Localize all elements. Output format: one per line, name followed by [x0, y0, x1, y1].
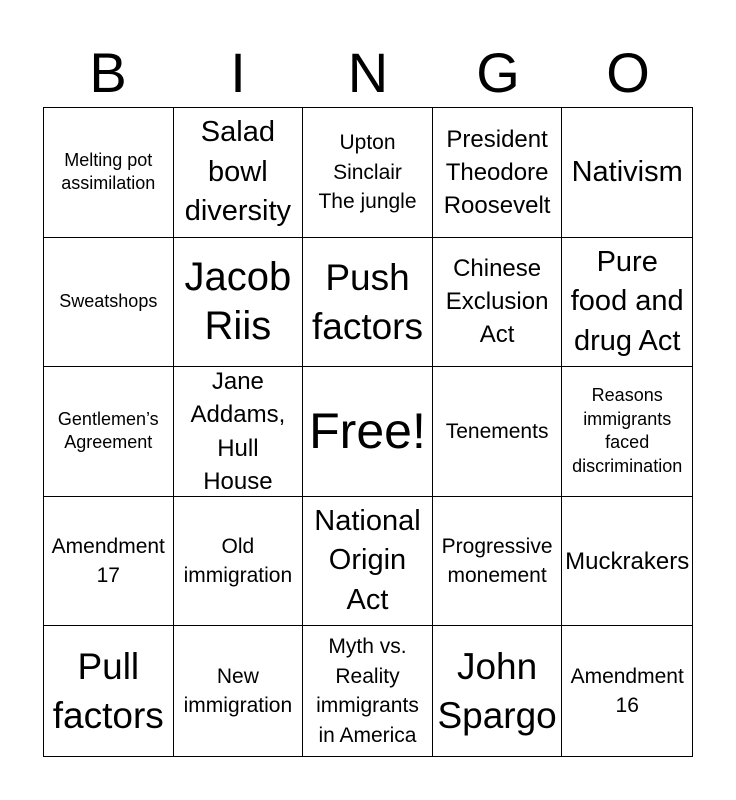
bingo-cell-upton-sinclair[interactable]: Upton Sinclair The jungle — [303, 108, 433, 238]
bingo-cell-nativism[interactable]: Nativism — [562, 108, 692, 238]
bingo-cell-new-immigration[interactable]: New immigration — [174, 626, 304, 756]
bingo-cell-pure-food-drug-act[interactable]: Pure food and drug Act — [562, 238, 692, 368]
bingo-cell-chinese-exclusion-act[interactable]: Chinese Exclusion Act — [433, 238, 563, 368]
bingo-cell-myth-vs-reality[interactable]: Myth vs. Reality immigrants in America — [303, 626, 433, 756]
header-letter-n: N — [347, 41, 389, 104]
header-letter-g: G — [476, 41, 520, 104]
bingo-cell-jane-addams[interactable]: Jane Addams, Hull House — [174, 367, 304, 497]
bingo-cell-john-spargo[interactable]: John Spargo — [433, 626, 563, 756]
bingo-cell-free[interactable]: Free! — [303, 367, 433, 497]
bingo-cell-pull-factors[interactable]: Pull factors — [44, 626, 174, 756]
bingo-board — [43, 107, 693, 757]
bingo-cell-push-factors[interactable]: Push factors — [303, 238, 433, 368]
bingo-cell-theodore-roosevelt[interactable]: President Theodore Roosevelt — [433, 108, 563, 238]
bingo-cell-tenements[interactable]: Tenements — [433, 367, 563, 497]
header-letter-o: O — [606, 41, 650, 104]
bingo-cell-gentlemens-agreement[interactable]: Gentlemen’s Agreement — [44, 367, 174, 497]
bingo-cell-muckrakers[interactable]: Muckrakers — [562, 497, 692, 627]
bingo-cell-national-origin-act[interactable]: National Origin Act — [303, 497, 433, 627]
header-letter-b: B — [89, 41, 127, 104]
bingo-cell-sweatshops[interactable]: Sweatshops — [44, 238, 174, 368]
bingo-cell-old-immigration[interactable]: Old immigration — [174, 497, 304, 627]
bingo-cell-salad-bowl[interactable]: Salad bowl diversity — [174, 108, 304, 238]
bingo-cell-reasons-discrimination[interactable]: Reasons immigrants faced discrimination — [562, 367, 692, 497]
header-letter-i: I — [230, 41, 246, 104]
bingo-header — [43, 38, 693, 108]
bingo-cell-melting-pot[interactable]: Melting pot assimilation — [44, 108, 174, 238]
bingo-cell-amendment-16[interactable]: Amendment 16 — [570, 664, 684, 718]
bingo-cell-progressive-movement[interactable]: Progressive monement — [433, 497, 563, 627]
bingo-cell-jacob-riis[interactable]: Jacob Riis — [174, 238, 304, 368]
bingo-cell-amendment-17[interactable]: Amendment 17 — [44, 497, 174, 627]
